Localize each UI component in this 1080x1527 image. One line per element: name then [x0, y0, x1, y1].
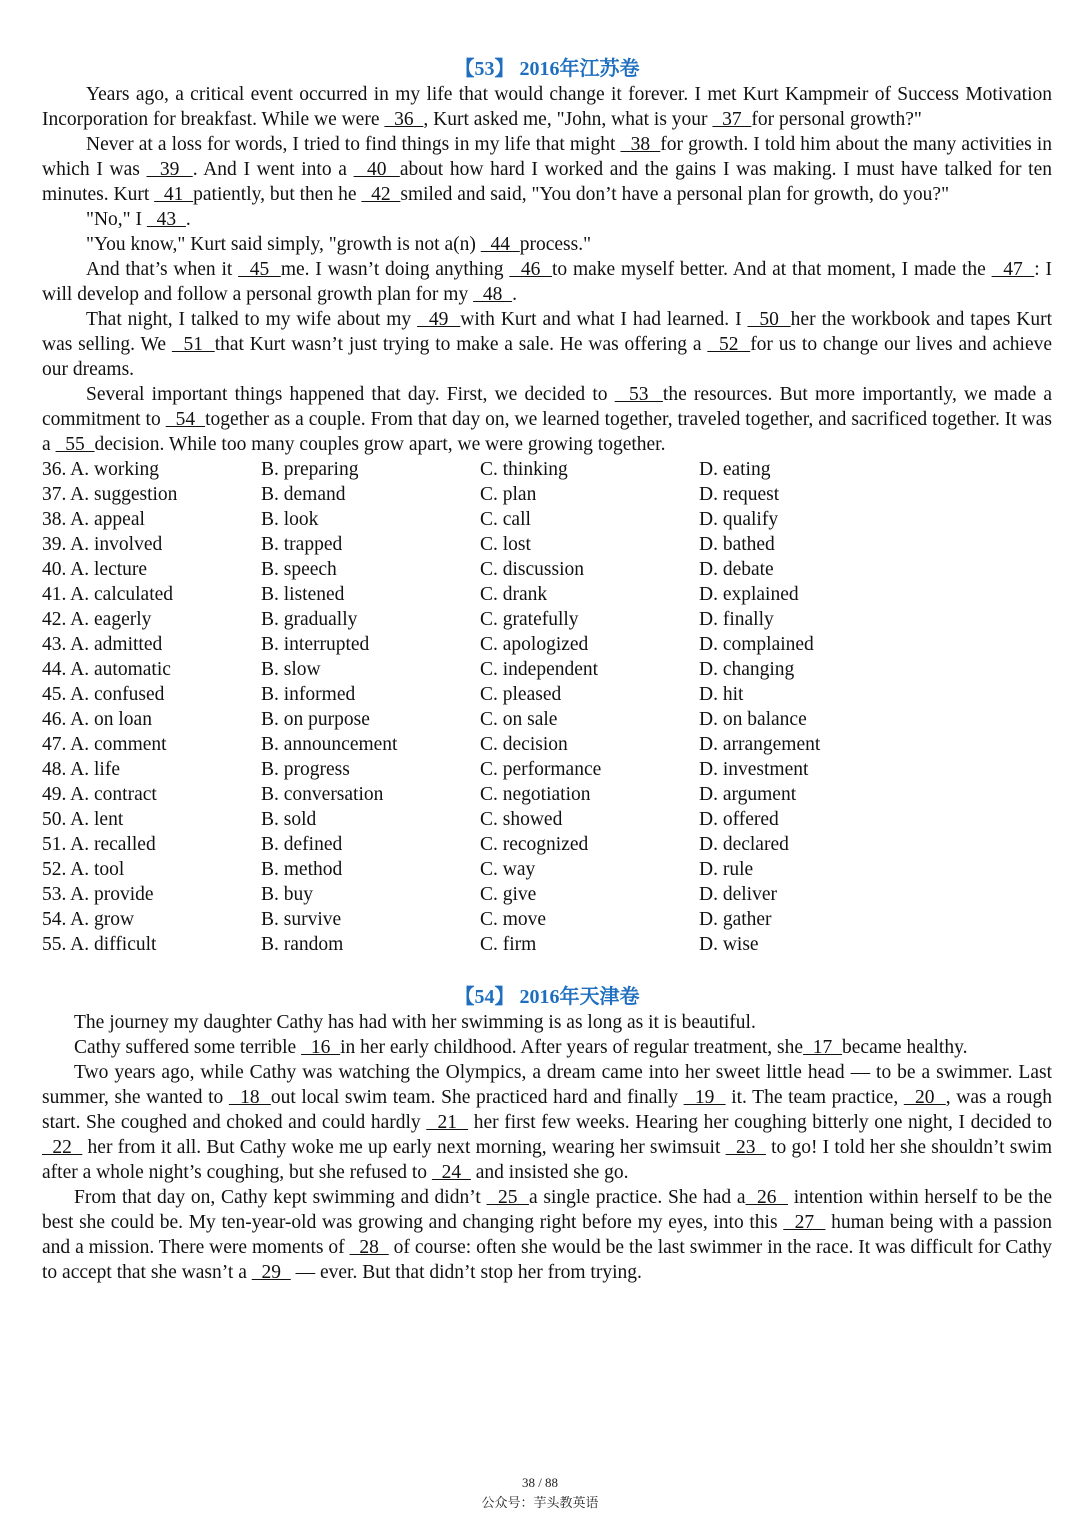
passage-paragraph: [42, 132, 1052, 207]
answer-blank: 24: [431, 1162, 471, 1183]
option-choice: 45. A. confused: [42, 684, 165, 705]
passage-paragraph: [42, 82, 1052, 132]
answer-blank: 51: [171, 334, 215, 355]
option-choice: B. progress: [261, 759, 350, 780]
option-choice: B. look: [261, 509, 319, 530]
option-choice: B. informed: [261, 684, 356, 705]
option-choice: B. on purpose: [261, 709, 370, 730]
option-row: [42, 507, 1052, 532]
section-53-title: 【53】 2016年江苏卷: [454, 58, 640, 80]
passage-paragraph: [42, 1035, 1052, 1060]
answer-blank: 40: [353, 159, 400, 180]
passage-text: her first few weeks. Hearing her coughing bitterly one night, I decided to: [468, 1112, 1052, 1133]
option-choice: D. finally: [699, 609, 774, 630]
footer-account: 公众号：芋头教英语: [481, 1495, 599, 1510]
option-choice: B. random: [261, 934, 344, 955]
answer-blank: 52: [707, 334, 751, 355]
passage-text: the resources. But more importantly, we made a commitment to: [42, 384, 1052, 430]
passage-text: process.": [519, 234, 592, 255]
answer-blank: 19: [683, 1087, 726, 1108]
option-choice: 54. A. grow: [42, 909, 135, 930]
option-choice: D. arrangement: [699, 734, 821, 755]
passage-text: .: [512, 284, 517, 305]
option-choice: B. announcement: [261, 734, 398, 755]
passage-paragraph: [42, 1185, 1052, 1285]
option-choice: C. negotiation: [480, 784, 591, 805]
passage-text: for personal growth?": [751, 109, 922, 130]
answer-blank: 27: [783, 1212, 826, 1233]
passage-text: in her early childhood. After years of regular treatment, she: [340, 1037, 804, 1058]
option-choice: D. qualify: [699, 509, 779, 530]
answer-blank: 44: [480, 234, 520, 255]
page-number: 38 / 88: [521, 1475, 559, 1490]
option-choice: B. preparing: [261, 459, 359, 480]
answer-blank: 45: [238, 259, 281, 280]
passage-text: , Kurt asked me, "John, what is your: [423, 109, 713, 130]
option-choice: 37. A. suggestion: [42, 484, 178, 505]
option-choice: C. lost: [480, 534, 531, 555]
option-choice: B. method: [261, 859, 343, 880]
answer-blank: 43: [146, 209, 186, 230]
passage-text: for us to change our lives and achieve our dreams.: [42, 334, 1053, 380]
passage-text: Years ago, a critical event occurred in my life that would change it forever. I met Kurt Kampmeir of Success Motivation Incorporation for breakfast. While we were: [42, 84, 1052, 130]
option-choice: D. declared: [699, 834, 789, 855]
answer-blank: 25: [486, 1187, 529, 1208]
section-54-passage: [42, 1010, 1052, 1285]
section-53-passage: [42, 82, 1052, 457]
option-choice: 47. A. comment: [42, 734, 167, 755]
answer-blank: 26: [745, 1187, 788, 1208]
passage-text: — ever. But that didn’t stop her from trying.: [290, 1262, 642, 1283]
option-choice: 53. A. provide: [42, 884, 154, 905]
answer-blank: 36: [384, 109, 424, 130]
answer-blank: 16: [301, 1037, 341, 1058]
option-row: [42, 907, 1052, 932]
passage-paragraph: [42, 1010, 1052, 1035]
passage-text: for growth. I told him about the many activities in which I was: [42, 134, 1053, 180]
passage-text: : I will develop and follow a personal growth plan for my: [42, 259, 1053, 305]
answer-blank: 50: [747, 309, 791, 330]
passage-text: The journey my daughter Cathy has had with her swimming is as long as it is beautiful.: [74, 1012, 756, 1033]
option-choice: 55. A. difficult: [42, 934, 157, 955]
answer-blank: 21: [426, 1112, 469, 1133]
answer-blank: 18: [228, 1087, 271, 1108]
option-choice: C. recognized: [480, 834, 589, 855]
passage-paragraph: [42, 382, 1052, 457]
passage-paragraph: [42, 257, 1052, 307]
option-row: [42, 857, 1052, 882]
option-choice: C. way: [480, 859, 536, 880]
option-choice: B. trapped: [261, 534, 343, 555]
option-choice: C. give: [480, 884, 537, 905]
option-choice: B. conversation: [261, 784, 384, 805]
passage-text: That night, I talked to my wife about my: [86, 309, 418, 330]
passage-text: to make myself better. And at that moment, I made the: [552, 259, 992, 280]
answer-blank: 39: [146, 159, 193, 180]
option-choice: 39. A. involved: [42, 534, 163, 555]
option-choice: D. wise: [699, 934, 759, 955]
option-choice: C. apologized: [480, 634, 589, 655]
passage-paragraph: [42, 1060, 1052, 1185]
answer-blank: 23: [725, 1137, 766, 1158]
option-choice: 49. A. contract: [42, 784, 157, 805]
option-choice: C. gratefully: [480, 609, 579, 630]
option-choice: 36. A. working: [42, 459, 159, 480]
answer-blank: 48: [473, 284, 513, 305]
option-choice: C. drank: [480, 584, 548, 605]
passage-text: and insisted she go.: [470, 1162, 629, 1183]
answer-blank: 17: [803, 1037, 843, 1058]
option-choice: C. discussion: [480, 559, 585, 580]
passage-text: that Kurt wasn’t just trying to make a sale. He was offering a: [214, 334, 708, 355]
option-choice: 40. A. lecture: [42, 559, 148, 580]
option-row: [42, 657, 1052, 682]
passage-text: to go! I told her she shouldn’t swim after a whole night’s coughing, but she refused to: [42, 1137, 1053, 1183]
passage-text: out local swim team. She practiced hard and finally: [270, 1087, 684, 1108]
option-choice: D. gather: [699, 909, 772, 930]
option-choice: D. eating: [699, 459, 771, 480]
passage-text: together as a couple. From that day on, we learned together, traveled together, and sacrificed together. It was a: [42, 409, 1053, 455]
answer-blank: 22: [42, 1137, 83, 1158]
option-choice: C. call: [480, 509, 531, 530]
passage-paragraph: [42, 307, 1052, 382]
passage-text: Cathy suffered some terrible: [74, 1037, 302, 1058]
answer-blank: 37: [712, 109, 752, 130]
option-choice: D. deliver: [699, 884, 777, 905]
option-row: [42, 482, 1052, 507]
option-choice: D. bathed: [699, 534, 775, 555]
option-choice: B. sold: [261, 809, 317, 830]
option-row: [42, 882, 1052, 907]
option-row: [42, 782, 1052, 807]
answer-blank: 49: [417, 309, 461, 330]
option-choice: C. showed: [480, 809, 563, 830]
option-choice: 50. A. lent: [42, 809, 124, 830]
passage-text: intention within herself to be the best she could be. My ten-year-old was growing and changing right before my eyes, into this: [42, 1187, 1053, 1233]
answer-blank: 55: [55, 434, 95, 455]
passage-paragraph: [42, 232, 1052, 257]
passage-text: me. I wasn’t doing anything: [280, 259, 510, 280]
option-choice: C. independent: [480, 659, 599, 680]
passage-text: smiled and said, "You don’t have a personal plan for growth, do you?": [400, 184, 950, 205]
option-choice: 44. A. automatic: [42, 659, 171, 680]
option-choice: C. plan: [480, 484, 537, 505]
answer-blank: 47: [991, 259, 1035, 280]
option-choice: 48. A. life: [42, 759, 120, 780]
option-choice: B. slow: [261, 659, 321, 680]
option-row: [42, 457, 1052, 482]
passage-text: Several important things happened that day. First, we decided to: [86, 384, 615, 405]
option-choice: B. gradually: [261, 609, 358, 630]
option-choice: B. listened: [261, 584, 345, 605]
passage-text: .: [185, 209, 191, 230]
passage-text: became healthy.: [842, 1037, 968, 1058]
answer-blank: 41: [154, 184, 194, 205]
option-choice: 43. A. admitted: [42, 634, 163, 655]
option-row: [42, 582, 1052, 607]
option-choice: 42. A. eagerly: [42, 609, 152, 630]
option-choice: 41. A. calculated: [42, 584, 174, 605]
passage-text: with Kurt and what I had learned. I: [460, 309, 748, 330]
option-choice: B. defined: [261, 834, 343, 855]
answer-blank: 38: [620, 134, 661, 155]
option-choice: C. on sale: [480, 709, 558, 730]
option-choice: D. hit: [699, 684, 744, 705]
option-choice: D. argument: [699, 784, 797, 805]
option-choice: C. performance: [480, 759, 602, 780]
passage-text: about how hard I worked and the gains I was making. I must have talked for ten minutes. Kurt: [42, 159, 1053, 205]
option-choice: C. decision: [480, 734, 568, 755]
option-choice: C. pleased: [480, 684, 562, 705]
passage-text: . And I went into a: [192, 159, 354, 180]
passage-text: human being with a passion and a mission. There were moments of: [42, 1212, 1053, 1258]
section-54-title: 【54】 2016年天津卷: [454, 986, 640, 1008]
option-choice: D. on balance: [699, 709, 807, 730]
option-row: [42, 732, 1052, 757]
passage-text: of course: often she would be the last swimmer in the race. It was difficult for Cathy to accept that she wasn’t a: [42, 1237, 1052, 1283]
answer-blank: 53: [614, 384, 663, 405]
option-choice: D. debate: [699, 559, 774, 580]
option-row: [42, 682, 1052, 707]
answer-blank: 46: [509, 259, 552, 280]
option-choice: B. speech: [261, 559, 337, 580]
option-choice: C. firm: [480, 934, 537, 955]
option-choice: 52. A. tool: [42, 859, 125, 880]
option-choice: 46. A. on loan: [42, 709, 152, 730]
option-choice: 51. A. recalled: [42, 834, 156, 855]
option-choice: D. complained: [699, 634, 814, 655]
option-choice: D. rule: [699, 859, 754, 880]
option-choice: B. survive: [261, 909, 342, 930]
option-choice: D. request: [699, 484, 780, 505]
passage-paragraph: [42, 207, 1052, 232]
option-choice: D. explained: [699, 584, 799, 605]
option-choice: C. thinking: [480, 459, 568, 480]
option-row: [42, 932, 1052, 957]
answer-blank: 20: [903, 1087, 946, 1108]
passage-text: decision. While too many couples grow apart, we were growing together.: [94, 434, 666, 455]
answer-blank: 54: [165, 409, 206, 430]
option-choice: D. investment: [699, 759, 809, 780]
option-choice: D. changing: [699, 659, 795, 680]
option-row: [42, 532, 1052, 557]
passage-text: her the workbook and tapes Kurt was selling. We: [42, 309, 1053, 355]
section-53-options: [42, 457, 1052, 957]
passage-text: a single practice. She had a: [528, 1187, 746, 1208]
passage-text: , was a rough start. She coughed and choked and could hardly: [42, 1087, 1052, 1133]
option-row: [42, 707, 1052, 732]
passage-text: her from it all. But Cathy woke me up early next morning, wearing her swimsuit: [82, 1137, 726, 1158]
option-row: [42, 607, 1052, 632]
passage-text: patiently, but then he: [193, 184, 362, 205]
option-row: [42, 632, 1052, 657]
passage-text: it. The team practice,: [725, 1087, 904, 1108]
passage-text: Never at a loss for words, I tried to find things in my life that might: [86, 134, 621, 155]
document-page: [42, 56, 1052, 1285]
passage-text: "You know," Kurt said simply, "growth is not a(n): [86, 234, 481, 255]
passage-text: Two years ago, while Cathy was watching the Olympics, a dream came into her sweet little head — to be a swimmer. Last summer, she wanted to: [42, 1062, 1052, 1108]
passage-text: And that’s when it: [86, 259, 239, 280]
option-choice: D. offered: [699, 809, 779, 830]
passage-text: From that day on, Cathy kept swimming and didn’t: [74, 1187, 487, 1208]
option-row: [42, 557, 1052, 582]
option-choice: B. demand: [261, 484, 346, 505]
option-choice: 38. A. appeal: [42, 509, 145, 530]
option-row: [42, 832, 1052, 857]
option-row: [42, 807, 1052, 832]
answer-blank: 28: [349, 1237, 389, 1258]
answer-blank: 42: [361, 184, 401, 205]
option-choice: C. move: [480, 909, 547, 930]
option-choice: B. interrupted: [261, 634, 370, 655]
passage-text: "No," I: [86, 209, 147, 230]
option-row: [42, 757, 1052, 782]
option-choice: B. buy: [261, 884, 314, 905]
answer-blank: 29: [251, 1262, 291, 1283]
